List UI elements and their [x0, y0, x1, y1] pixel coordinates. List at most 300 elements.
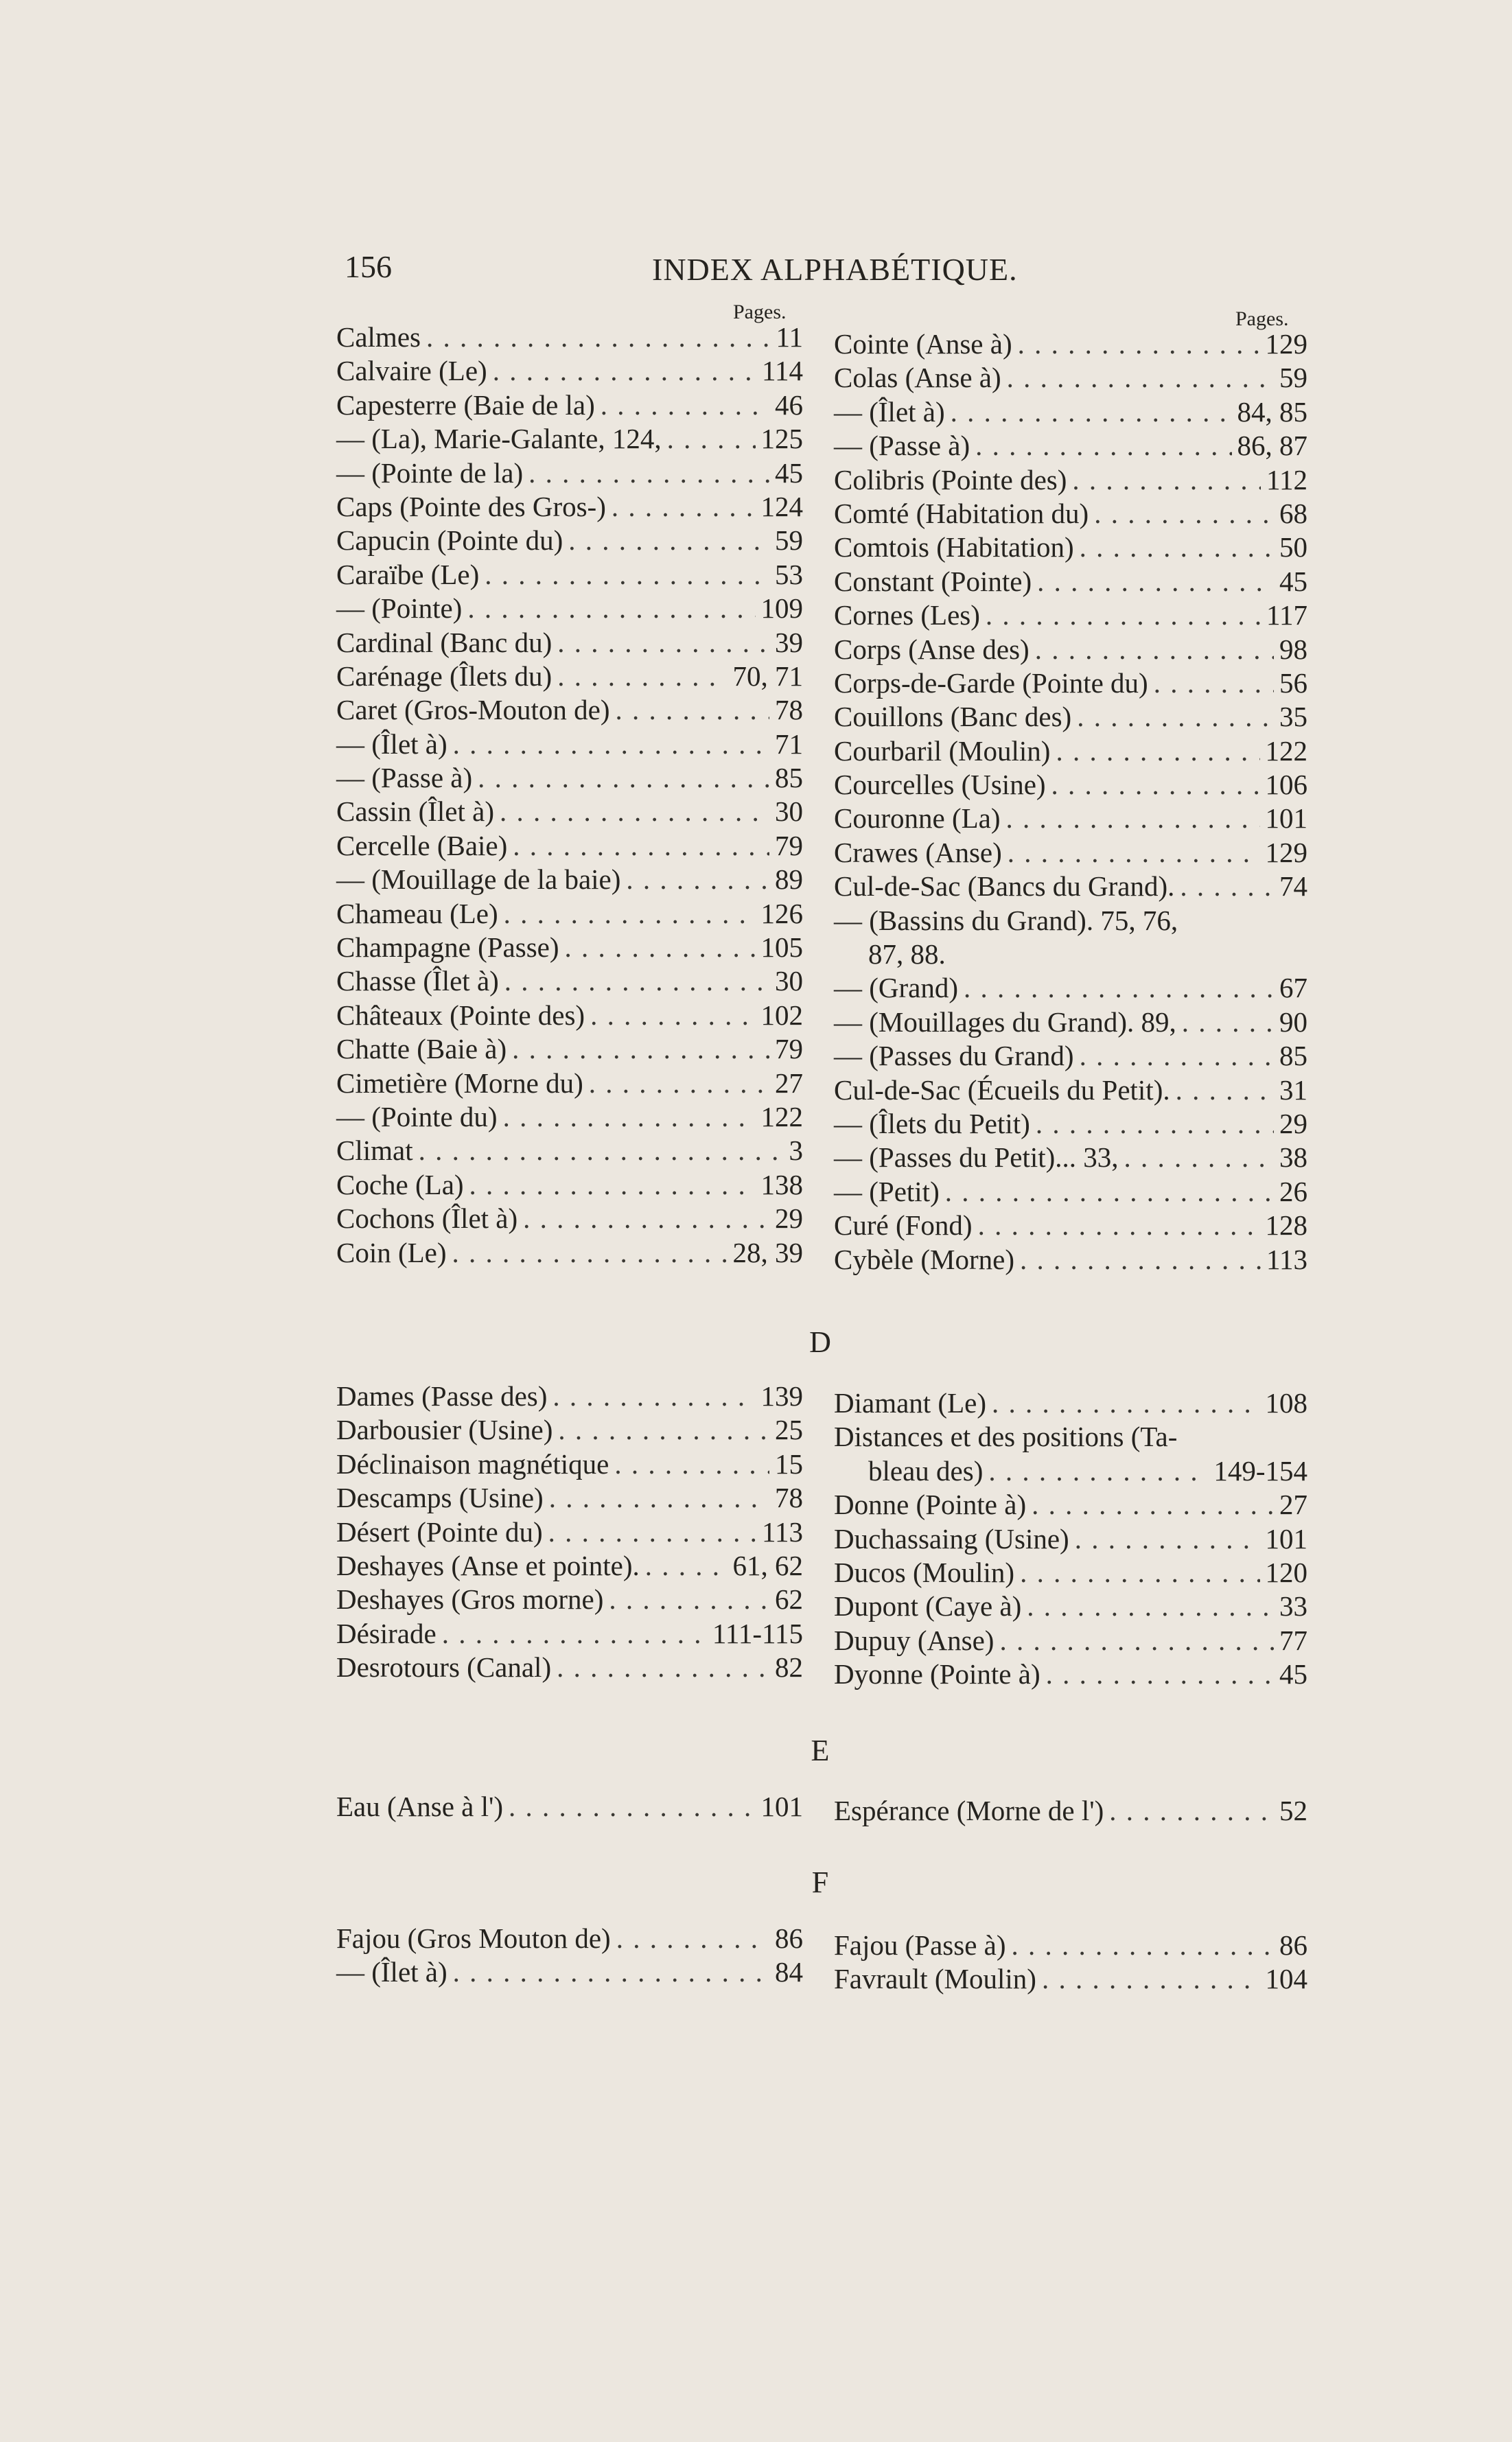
dot-leader [645, 1549, 728, 1583]
dot-leader [557, 626, 769, 660]
entry-pages: 30 [775, 795, 803, 828]
entry-term: — (Passe à) [336, 762, 473, 794]
entry-term: Cybèle (Morne) [834, 1243, 1014, 1275]
entry-pages: 26 [1279, 1175, 1307, 1207]
entry-pages: 50 [1279, 531, 1307, 563]
entry-pages: 77 [1279, 1624, 1307, 1656]
dot-leader [419, 1134, 784, 1167]
entry-term: Deshayes (Gros morne) [336, 1583, 604, 1616]
index-entry [336, 863, 803, 896]
index-column-f-right [834, 1929, 1307, 1997]
entry-term: Dupont (Caye à) [834, 1590, 1022, 1623]
entry-term: Constant (Pointe) [834, 565, 1032, 597]
dot-leader [453, 1955, 769, 1989]
dot-leader [1124, 1141, 1274, 1174]
pages-label-left: Pages. [733, 301, 787, 323]
entry-term: Diamant (Le) [834, 1387, 986, 1419]
entry-pages: 62 [775, 1583, 803, 1616]
entry-pages: 106 [1265, 769, 1307, 801]
entry-term: Caret (Gros-Mouton de) [336, 694, 610, 726]
entry-pages: 29 [775, 1202, 803, 1235]
index-entry [834, 870, 1307, 903]
dot-leader [616, 1922, 769, 1955]
entry-pages: 102 [760, 999, 803, 1031]
index-entry [834, 1175, 1307, 1209]
index-entry [834, 497, 1307, 531]
entry-term: Couillons (Banc des) [834, 701, 1072, 733]
dot-leader [1182, 1005, 1274, 1039]
entry-term: Donne (Pointe à) [834, 1489, 1027, 1521]
dot-leader [503, 1100, 756, 1134]
index-entry [336, 999, 803, 1032]
entry-pages: 27 [775, 1067, 803, 1099]
index-entry [336, 829, 803, 863]
dot-leader [528, 456, 769, 490]
index-entry [834, 1005, 1307, 1039]
entry-term: Cointe (Anse à) [834, 328, 1012, 360]
dot-leader [1020, 1556, 1259, 1590]
entry-term: Courbaril (Moulin) [834, 734, 1051, 767]
entry-pages: 84 [775, 1956, 803, 1988]
entry-pages: 90 [1279, 1005, 1307, 1038]
entry-pages: 101 [1265, 802, 1307, 835]
dot-leader [964, 971, 1274, 1005]
section-letter-e: E [811, 1734, 830, 1767]
entry-term: Capesterre (Baie de la) [336, 388, 595, 421]
dot-leader [1006, 802, 1260, 835]
dot-leader [1080, 1039, 1274, 1073]
index-column-d-left [336, 1380, 803, 1685]
entry-pages: 139 [760, 1380, 803, 1412]
dot-leader [1051, 768, 1260, 802]
entry-pages: 78 [775, 694, 803, 726]
entry-term: Corps-de-Garde (Pointe du) [834, 666, 1148, 699]
entry-pages: 101 [1265, 1522, 1307, 1555]
entry-pages: 122 [760, 1100, 803, 1132]
entry-term: Dyonne (Pointe à) [834, 1658, 1040, 1690]
index-entry [834, 565, 1307, 598]
dot-leader [442, 1617, 707, 1651]
index-entry [834, 1929, 1307, 1962]
entry-term: Distances et des positions (Ta- [834, 1421, 1178, 1453]
page-number: 156 [345, 249, 392, 284]
index-entry [336, 1236, 803, 1270]
entry-term: bleau des) [868, 1454, 984, 1487]
pages-label-right: Pages. [1235, 307, 1289, 330]
dot-leader [557, 660, 727, 693]
entry-term: Colas (Anse à) [834, 362, 1001, 394]
entry-pages: 111-115 [712, 1617, 803, 1649]
page-header [336, 248, 1352, 296]
index-entry [336, 1583, 803, 1616]
index-entry [834, 463, 1307, 497]
entry-pages: 86, 87 [1237, 430, 1307, 462]
index-entry [336, 1515, 803, 1549]
index-entry [834, 1454, 1307, 1488]
dot-leader [1018, 327, 1260, 361]
dot-leader [975, 429, 1231, 463]
entry-term: Fajou (Passe à) [834, 1929, 1006, 1961]
entry-term: — (Petit) [834, 1175, 940, 1207]
entry-term: Darbousier (Usine) [336, 1414, 553, 1446]
index-column-c-right [834, 327, 1307, 1277]
entry-pages: 129 [1265, 328, 1307, 360]
dot-leader [999, 1624, 1274, 1658]
section-letter-d: D [809, 1325, 831, 1359]
entry-pages: 89 [775, 863, 803, 896]
dot-leader [1037, 565, 1274, 598]
index-entry [336, 1413, 803, 1447]
entry-pages: 45 [1279, 1658, 1307, 1690]
entry-term: Caraïbe (Le) [336, 558, 480, 590]
entry-term: Couronne (La) [834, 802, 1001, 835]
dot-leader [1035, 633, 1274, 666]
index-entry [834, 938, 1307, 971]
index-column-e-left [336, 1790, 803, 1824]
dot-leader [1180, 870, 1274, 903]
index-entry [834, 429, 1307, 463]
entry-term: — (Pointe) [336, 592, 463, 625]
entry-pages: 128 [1265, 1209, 1307, 1242]
dot-leader [553, 1380, 755, 1413]
entry-term: Curé (Fond) [834, 1209, 973, 1242]
index-entry [336, 693, 803, 727]
entry-pages: 149-154 [1213, 1454, 1307, 1487]
entry-term: Eau (Anse à l') [336, 1791, 504, 1822]
entry-pages: 98 [1279, 633, 1307, 665]
index-entry [336, 1100, 803, 1134]
index-entry [834, 734, 1307, 768]
section-letter-f: F [811, 1865, 829, 1899]
entry-pages: 53 [775, 558, 803, 590]
entry-term: Comté (Habitation du) [834, 497, 1089, 529]
dot-leader [485, 558, 769, 592]
dot-leader [1056, 734, 1259, 768]
entry-term: Champagne (Passe) [336, 931, 559, 964]
entry-term: Désirade [336, 1617, 437, 1649]
entry-term: — (Passes du Grand) [834, 1040, 1074, 1072]
entry-term: Chasse (Îlet à) [336, 965, 499, 997]
entry-pages: 67 [1279, 972, 1307, 1004]
dot-leader [951, 395, 1232, 429]
entry-term: — (Passes du Petit)... 33, [834, 1141, 1119, 1174]
dot-leader [512, 1032, 769, 1066]
index-entry [834, 327, 1307, 361]
index-entry [336, 897, 803, 931]
entry-term: Carénage (Îlets du) [336, 660, 553, 692]
index-entry [336, 1168, 803, 1202]
index-entry [336, 1202, 803, 1235]
entry-term: Calvaire (Le) [336, 355, 487, 387]
entry-pages: 33 [1279, 1590, 1307, 1623]
entry-pages: 117 [1266, 599, 1307, 631]
dot-leader [1109, 1794, 1274, 1828]
entry-term: — (Îlet à) [336, 1956, 447, 1988]
entry-term: Calmes [336, 321, 421, 353]
index-entry [834, 904, 1307, 938]
entry-pages: 71 [775, 728, 803, 760]
index-entry [336, 558, 803, 592]
index-entry [336, 388, 803, 422]
dot-leader [467, 592, 755, 625]
dot-leader [500, 795, 769, 828]
entry-term: — (Pointe de la) [336, 456, 524, 489]
entry-term: Cul-de-Sac (Bancs du Grand). [834, 870, 1175, 903]
entry-pages: 124 [760, 490, 803, 522]
entry-term: Cercelle (Baie) [336, 829, 508, 861]
entry-pages: 86 [775, 1922, 803, 1954]
entry-pages: 45 [1279, 565, 1307, 597]
entry-term: — (Îlet à) [336, 728, 447, 760]
index-entry [834, 1073, 1307, 1107]
dot-leader [1008, 836, 1260, 870]
dot-leader [1032, 1488, 1274, 1522]
entry-pages: 104 [1265, 1963, 1307, 1995]
index-entry [834, 666, 1307, 700]
entry-term: Duchassaing (Usine) [834, 1522, 1069, 1555]
entry-pages: 138 [760, 1168, 803, 1200]
dot-leader [549, 1481, 769, 1515]
entry-term: Colibris (Pointe des) [834, 463, 1067, 496]
index-column-e-right [834, 1794, 1307, 1828]
dot-leader [609, 1583, 769, 1616]
entry-pages: 113 [762, 1515, 803, 1548]
entry-pages: 126 [760, 897, 803, 929]
entry-term: Caps (Pointe des Gros-) [336, 490, 606, 522]
entry-term: Cimetière (Morne du) [336, 1067, 583, 1099]
entry-pages: 29 [1279, 1107, 1307, 1139]
entry-pages: 15 [775, 1447, 803, 1480]
entry-pages: 31 [1279, 1073, 1307, 1106]
entry-term: Espérance (Morne de l') [834, 1795, 1104, 1826]
entry-term: Corps (Anse des) [834, 633, 1030, 665]
entry-term: Cornes (Les) [834, 599, 980, 631]
dot-leader [1007, 361, 1274, 395]
dot-leader [988, 1454, 1208, 1488]
entry-pages: 108 [1265, 1387, 1307, 1419]
entry-pages: 78 [775, 1482, 803, 1514]
entry-pages: 59 [775, 524, 803, 557]
index-entry [336, 1651, 803, 1684]
dot-leader [667, 422, 756, 456]
dot-leader [1080, 531, 1274, 564]
index-entry [336, 354, 803, 388]
entry-pages: 70, 71 [732, 660, 803, 692]
index-entry [336, 1790, 803, 1824]
entry-pages: 129 [1265, 836, 1307, 868]
entry-term: Dames (Passe des) [336, 1380, 548, 1412]
entry-pages: 86 [1279, 1929, 1307, 1961]
entry-term: Descamps (Usine) [336, 1482, 544, 1514]
dot-leader [478, 761, 769, 795]
entry-term: Déclinaison magnétique [336, 1447, 609, 1480]
entry-pages: 125 [760, 423, 803, 455]
entry-pages: 112 [1266, 463, 1307, 496]
dot-leader [452, 1236, 728, 1270]
entry-pages: 61, 62 [732, 1549, 803, 1581]
dot-leader [1072, 463, 1261, 497]
dot-leader [1075, 1522, 1260, 1556]
index-entry [834, 1209, 1307, 1242]
entry-term: — (La), Marie-Galante, 124, [336, 423, 662, 455]
entry-pages: 30 [775, 965, 803, 997]
entry-pages: 85 [775, 762, 803, 794]
entry-pages: 101 [760, 1791, 803, 1822]
index-entry [834, 971, 1307, 1005]
dot-leader [1094, 497, 1274, 531]
dot-leader [1036, 1107, 1274, 1141]
dot-leader [493, 354, 756, 388]
index-entry [834, 598, 1307, 632]
entry-term: Desrotours (Canal) [336, 1651, 552, 1684]
entry-pages: 11 [776, 321, 803, 353]
entry-term: Chatte (Baie à) [336, 1033, 507, 1065]
index-entry [336, 1481, 803, 1515]
entry-term: Coin (Le) [336, 1236, 447, 1268]
index-entry [336, 592, 803, 625]
dot-leader [523, 1202, 769, 1235]
entry-term: — (Grand) [834, 972, 959, 1004]
entry-term: — (Mouillage de la baie) [336, 863, 621, 896]
index-entry [336, 626, 803, 660]
dot-leader [568, 524, 769, 557]
entry-pages: 85 [1279, 1040, 1307, 1072]
entry-term: Cardinal (Banc du) [336, 626, 553, 658]
index-entry [336, 1067, 803, 1100]
index-entry [834, 1658, 1307, 1691]
entry-term: — (Mouillages du Grand). 89, [834, 1005, 1176, 1038]
dot-leader [589, 1067, 769, 1100]
index-entry [834, 1522, 1307, 1556]
entry-pages: 114 [762, 355, 803, 387]
dot-leader [1042, 1962, 1260, 1996]
entry-pages: 35 [1279, 701, 1307, 733]
index-entry [336, 931, 803, 964]
entry-term: Cassin (Îlet à) [336, 795, 494, 828]
entry-pages: 27 [1279, 1489, 1307, 1521]
entry-term: Cochons (Îlet à) [336, 1202, 518, 1235]
dot-leader [504, 964, 769, 998]
dot-leader [426, 321, 771, 354]
entry-pages: 113 [1266, 1243, 1307, 1275]
index-entry [834, 531, 1307, 564]
entry-term: Deshayes (Anse et pointe). [336, 1549, 640, 1581]
index-entry [336, 1549, 803, 1583]
entry-pages: 46 [775, 388, 803, 421]
entry-term: Chameau (Le) [336, 897, 498, 929]
dot-leader [1020, 1243, 1261, 1277]
index-entry [336, 795, 803, 828]
dot-leader [986, 598, 1261, 632]
index-entry [834, 768, 1307, 802]
dot-leader [1012, 1929, 1274, 1962]
dot-leader [1077, 700, 1274, 734]
entry-term: Cul-de-Sac (Écueils du Petit). [834, 1073, 1170, 1106]
entry-term: Crawes (Anse) [834, 836, 1002, 868]
entry-term: 87, 88. [868, 938, 946, 970]
dot-leader [453, 728, 769, 761]
index-entry [834, 1386, 1307, 1420]
entry-pages: 25 [775, 1414, 803, 1446]
index-entry [336, 1617, 803, 1651]
index-entry [336, 1447, 803, 1481]
index-entry [834, 1141, 1307, 1174]
entry-term: Fajou (Gros Mouton de) [336, 1922, 611, 1954]
index-entry [336, 321, 803, 354]
entry-pages: 59 [1279, 362, 1307, 394]
entry-pages: 122 [1265, 734, 1307, 767]
index-entry [834, 1590, 1307, 1623]
dot-leader [557, 1651, 769, 1684]
index-entry [336, 1380, 803, 1413]
entry-pages: 28, 39 [732, 1236, 803, 1268]
entry-pages: 45 [775, 456, 803, 489]
index-entry [336, 456, 803, 490]
entry-pages: 79 [775, 829, 803, 861]
dot-leader [469, 1168, 756, 1202]
entry-term: Dupuy (Anse) [834, 1624, 995, 1656]
dot-leader [945, 1175, 1274, 1209]
entry-pages: 120 [1265, 1556, 1307, 1588]
dot-leader [992, 1386, 1260, 1420]
entry-pages: 109 [760, 592, 803, 625]
index-entry [834, 1962, 1307, 1996]
index-entry [834, 1794, 1307, 1828]
index-entry [336, 1922, 803, 1955]
entry-term: — (Îlets du Petit) [834, 1107, 1030, 1139]
entry-term: Désert (Pointe du) [336, 1515, 543, 1548]
index-entry [834, 633, 1307, 666]
entry-pages: 74 [1279, 870, 1307, 903]
dot-leader [513, 829, 769, 863]
dot-leader [565, 931, 756, 964]
entry-term: — (Pointe du) [336, 1100, 498, 1132]
entry-term: — (Bassins du Grand). 75, 76, [834, 904, 1178, 936]
index-entry [834, 1488, 1307, 1522]
index-column-c-left [336, 321, 803, 1270]
dot-leader [626, 863, 769, 896]
entry-term: Favrault (Moulin) [834, 1963, 1036, 1995]
index-entry [834, 836, 1307, 870]
entry-pages: 39 [775, 626, 803, 658]
dot-leader [558, 1413, 769, 1447]
index-column-f-left [336, 1922, 803, 1990]
entry-pages: 105 [760, 931, 803, 964]
index-entry [336, 422, 803, 456]
index-entry [834, 802, 1307, 835]
index-entry [834, 1420, 1307, 1454]
index-entry [834, 395, 1307, 429]
entry-pages: 84, 85 [1237, 395, 1307, 428]
entry-pages: 38 [1279, 1141, 1307, 1174]
index-entry [336, 964, 803, 998]
index-entry [834, 1039, 1307, 1073]
index-entry [336, 524, 803, 557]
dot-leader [616, 693, 769, 727]
dot-leader [1046, 1658, 1274, 1691]
entry-term: Châteaux (Pointe des) [336, 999, 585, 1031]
dot-leader [614, 1447, 769, 1481]
entry-term: Capucin (Pointe du) [336, 524, 563, 557]
dot-leader [1027, 1590, 1274, 1623]
entry-pages: 82 [775, 1651, 803, 1684]
dot-leader [612, 490, 756, 524]
entry-term: Climat [336, 1135, 413, 1167]
entry-term: Ducos (Moulin) [834, 1556, 1015, 1588]
entry-term: — (Passe à) [834, 430, 970, 462]
index-entry [336, 761, 803, 795]
index-entry [834, 1243, 1307, 1277]
